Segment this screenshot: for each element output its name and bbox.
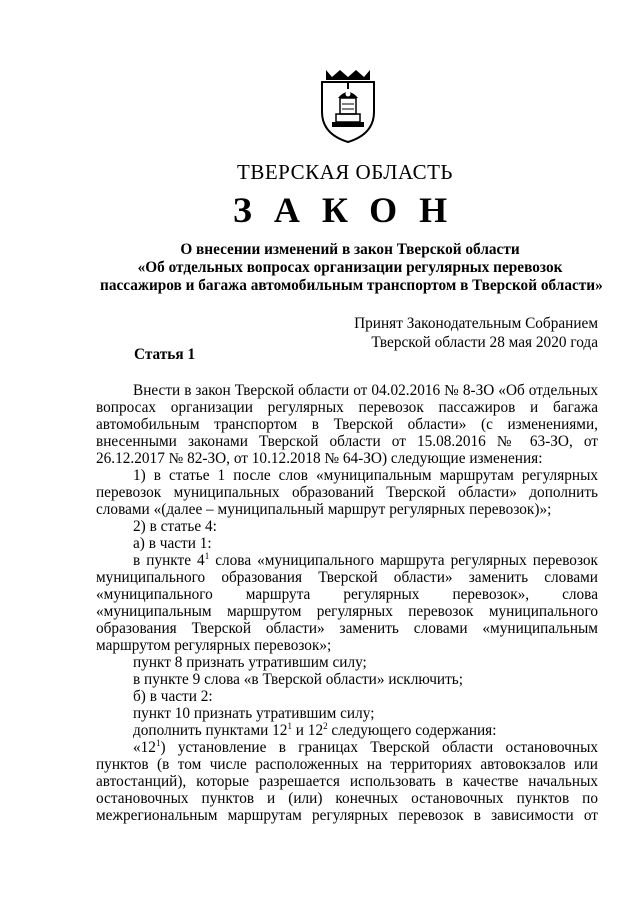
superscript: 2 bbox=[323, 721, 328, 731]
superscript: 1 bbox=[155, 738, 161, 748]
law-title-line: О внесении изменений в закон Тверской области bbox=[180, 241, 520, 258]
text-segment: «12 bbox=[133, 739, 156, 756]
text-segment: и 12 bbox=[291, 722, 324, 739]
addition-paragraph bbox=[96, 722, 598, 739]
point-8-paragraph: пункт 8 признать утратившим силу; bbox=[133, 654, 367, 671]
intro-paragraph: Внести в закон Тверской области от 04.02.2016 № 8-ЗО «Об отдельных вопросах организации регулярных перевозок пассажиров и багажа автомобильным транспортом в Тверской области» (с изменениями, внесенными законами Тверской области от 15.08.2016 № 63-ЗО, от 26.12.2017 № 82-ЗО, от 10.12.2018 № 64-ЗО) следующие изменения: bbox=[96, 382, 598, 467]
point-10-paragraph: пункт 10 признать утратившим силу; bbox=[133, 705, 375, 722]
adoption-line: Принят Законодательным Собранием bbox=[354, 315, 598, 332]
item-2a: а) в части 1: bbox=[133, 535, 212, 552]
law-title bbox=[100, 241, 603, 295]
point-9-paragraph: в пункте 9 слова «в Тверской области» исключить; bbox=[133, 671, 464, 688]
law-title-line: пассажиров и багажа автомобильным транспортом в Тверской области» bbox=[100, 277, 603, 294]
article-heading: Статья 1 bbox=[134, 346, 196, 363]
superscript: 1 bbox=[204, 551, 210, 561]
text-segment: дополнить пунктами 12 bbox=[133, 722, 288, 739]
item-2: 2) в статье 4: bbox=[133, 518, 217, 535]
text-segment: следующего содержания: bbox=[327, 722, 497, 739]
superscript: 1 bbox=[287, 721, 292, 731]
law-title-line: «Об отдельных вопросах организации регулярных перевозок bbox=[137, 259, 563, 276]
article-body bbox=[96, 382, 598, 824]
point-12-1-paragraph bbox=[96, 739, 598, 824]
adoption-note bbox=[354, 314, 598, 352]
region-name: ТВЕРСКАЯ ОБЛАСТЬ bbox=[237, 160, 453, 184]
tver-coat-of-arms-icon bbox=[318, 68, 378, 144]
item-2b: б) в части 2: bbox=[133, 688, 213, 705]
item-1: 1) в статье 1 после слов «муниципальным маршрутам регулярных перевозок муниципальных образований Тверской области» дополнить словами «(далее – муниципальный маршрут регулярных перевозок)»; bbox=[96, 467, 598, 518]
point-4-1-paragraph bbox=[96, 552, 598, 654]
text-segment: слова «муниципального маршрута регулярных перевозок муниципального образования Тверской области» заменить словами «муниципального маршрута регулярных перевозок», слова «муниципальным маршрутом регулярных перевозок муниципального образования Тверской области» заменить словами «муниципальным маршрутом регулярных перевозок»; bbox=[96, 552, 598, 654]
adoption-line: Тверской области 28 мая 2020 года bbox=[371, 334, 598, 351]
document-type: ЗАКОН bbox=[232, 190, 470, 230]
text-segment: в пункте 4 bbox=[133, 552, 205, 569]
text-segment: ) установление в границах Тверской области остановочных пунктов (в том числе расположенных на территориях автовокзалов или автостанций), которые разрешается использовать в качестве начальных остановочных пунктов и (или) конечных остановочных пунктов по межрегиональным маршрутам регулярных перевозок в зависимости от bbox=[96, 739, 598, 824]
